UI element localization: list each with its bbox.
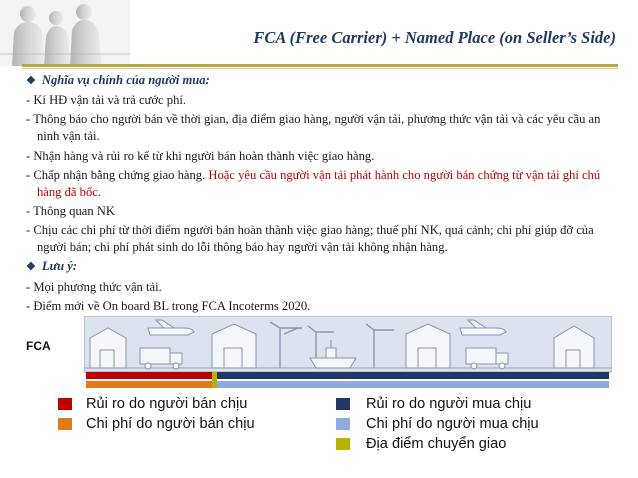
list-item: - Kí HĐ vận tải và trả cước phí. — [26, 93, 187, 108]
diamond-bullet-icon: ❖ — [26, 75, 36, 87]
section-heading-obligations — [26, 72, 618, 90]
legend-swatch — [336, 438, 350, 450]
list-item: - Thông quan NK — [26, 203, 115, 218]
title-divider-thin — [22, 68, 618, 69]
legend-label: Chi phí do người bán chịu — [86, 416, 255, 432]
section-heading-text: Lưu ý: — [41, 259, 78, 274]
legend-label: Địa điểm chuyển giao — [366, 436, 507, 452]
note-item: - Điểm mới về On board BL trong FCA Incoterms 2020. — [26, 298, 311, 313]
buyer-terminal-icon — [406, 324, 450, 368]
seller-risk-bar — [86, 372, 212, 379]
responsibility-bars — [84, 370, 612, 390]
page-title: FCA (Free Carrier) + Named Place (on Seller’s Side) — [253, 28, 616, 47]
section-heading-notes — [26, 258, 618, 276]
legend-label: Rủi ro do người bán chịu — [86, 396, 248, 412]
title-divider — [22, 64, 618, 67]
seller-cost-bar — [86, 381, 212, 388]
legend-swatch — [58, 398, 72, 410]
accept-text-highlight: Hoặc yêu cầu người vận tải phát hành cho người bán chứng từ vận tải ghi chú hàng đã bốc. — [37, 167, 601, 199]
buyer-risk-bar — [217, 372, 609, 379]
accept-text: - Chấp nhận bằng chứng giao hàng. — [26, 167, 209, 182]
terminal-building-icon — [212, 324, 256, 368]
incoterm-row-label: FCA — [26, 339, 51, 353]
legend-label: Chi phí do người mua chịu — [366, 416, 539, 432]
note-item: - Mọi phương thức vận tải. — [26, 279, 162, 294]
diamond-bullet-icon: ❖ — [26, 261, 36, 274]
content-body — [26, 72, 618, 317]
legend-label: Rủi ro do người mua chịu — [366, 396, 532, 412]
list-item: - Chịu các chi phí từ thời điểm người bán hoàn thành việc giao hàng; thuế phí NK, quá cảnh; chi phí giúp đỡ của người bán; chi phí phát sinh do lỗi thông báo hay người vận tải không nhận hàng. — [26, 223, 594, 255]
section-heading-text: Nghĩa vụ chính của người mua: — [41, 73, 210, 87]
list-item: - Nhận hàng và rủi ro kể từ khi người bán hoàn thành việc giao hàng. — [26, 148, 375, 163]
legend-swatch — [336, 398, 350, 410]
business-people-decoration — [0, 0, 130, 66]
legend-swatch — [58, 418, 72, 430]
list-item-accept — [26, 167, 618, 201]
buyer-cost-bar — [217, 381, 609, 388]
legend-swatch — [336, 418, 350, 430]
list-item: - Thông báo cho người bán về thời gian, địa điểm giao hàng, người vận tải, phương thức vận tải và các yêu cầu an ninh vận tải. — [26, 112, 601, 144]
